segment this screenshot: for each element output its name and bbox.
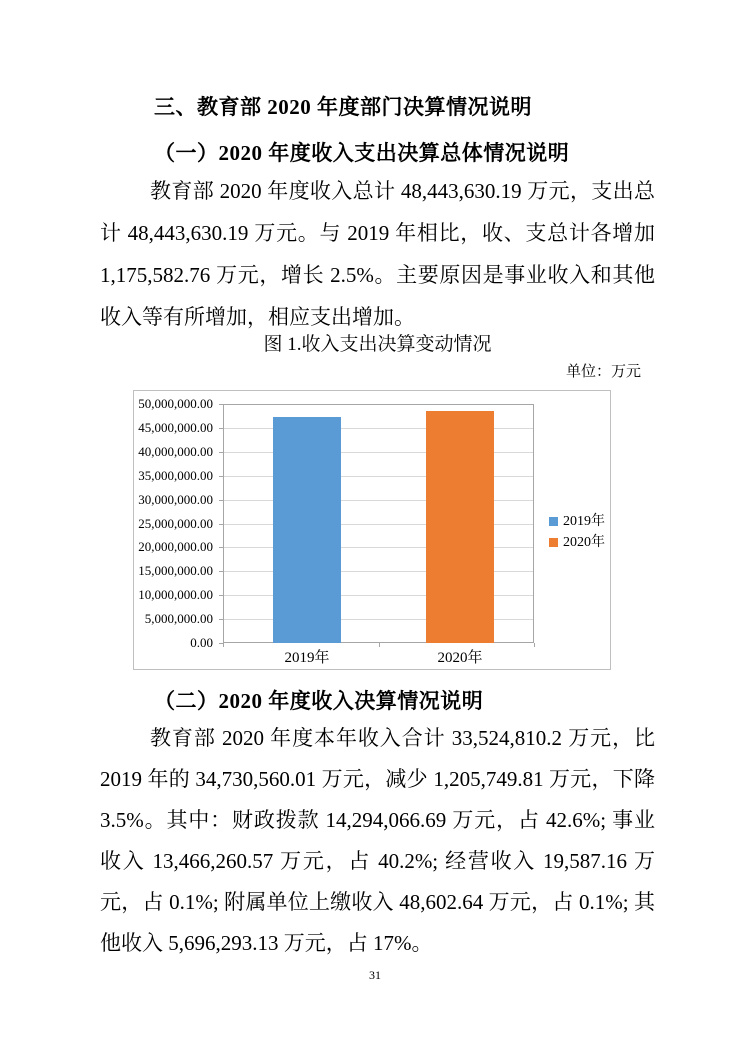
bar-2020年 [426, 411, 494, 643]
legend-label: 2019年 [563, 514, 605, 529]
y-axis-tick-label: 0.00 [190, 635, 213, 650]
legend-swatch [549, 517, 558, 526]
x-axis-label: 2019年 [284, 650, 330, 666]
section-1-paragraph: 教育部 2020 年度收入总计 48,443,630.19 万元，支出总计 48,443,630.19 万元。与 2019 年相比，收、支总计各增加 1,175,582.76 万元，增长 2.5%。主要原因是事业收入和其他收入等有所增加，相应支出增加。 [100, 179, 655, 329]
y-axis-tick-mark [219, 452, 223, 453]
y-axis-tick-label: 50,000,000.00 [138, 396, 213, 411]
y-axis-tick-mark [219, 500, 223, 501]
legend-item [549, 513, 605, 530]
y-axis-tick-mark [219, 571, 223, 572]
figure-caption: 图 1.收入支出决算变动情况 [263, 334, 492, 355]
legend-swatch [549, 538, 558, 547]
section-2-paragraph: 教育部 2020 年度本年收入合计 33,524,810.2 万元，比 2019 年的 34,730,560.01 万元，减少 1,205,749.81 万元，下降 3.5%。其中：财政拨款 14,294,066.69 万元，占 42.6%; 事业收入 13,466,260.57 万元，占 40.2%; 经营收入 19,587.16 万元，占 0.1%; 附属单位上缴收入 48,602.64 万元，占 0.1%; 其他收入 5,696,293.13 万元，占 17%。 [100, 726, 655, 955]
y-axis-tick-mark [219, 476, 223, 477]
y-axis-tick-label: 25,000,000.00 [138, 516, 213, 531]
y-axis-tick-label: 20,000,000.00 [138, 539, 213, 554]
page-title: 三、教育部 2020 年度部门决算情况说明 [154, 95, 532, 119]
y-axis-tick-label: 10,000,000.00 [138, 587, 213, 602]
figure-1-bar-chart [133, 390, 611, 670]
y-axis-tick-mark [219, 524, 223, 525]
section-2-heading: （二）2020 年度收入决算情况说明 [154, 689, 484, 713]
section-1-heading: （一）2020 年度收入支出决算总体情况说明 [154, 141, 570, 165]
y-axis-tick-mark [219, 595, 223, 596]
x-axis-tick-mark [223, 643, 224, 647]
x-axis-tick-mark [534, 643, 535, 647]
y-axis-tick-label: 15,000,000.00 [138, 563, 213, 578]
bar-2019年 [273, 417, 341, 643]
y-axis-tick-mark [219, 428, 223, 429]
page-number: 31 [369, 968, 381, 982]
y-axis-tick-mark [219, 547, 223, 548]
legend-item [549, 534, 605, 551]
x-axis-tick-mark [379, 643, 380, 647]
y-axis-tick-mark [219, 404, 223, 405]
x-axis-label: 2020年 [437, 650, 483, 666]
chart-unit-label: 单位：万元 [565, 364, 641, 380]
y-axis-tick-label: 35,000,000.00 [138, 468, 213, 483]
y-axis-tick-label: 45,000,000.00 [138, 420, 213, 435]
y-axis-tick-mark [219, 619, 223, 620]
y-axis-tick-label: 5,000,000.00 [144, 611, 213, 626]
y-axis-tick-label: 30,000,000.00 [138, 492, 213, 507]
legend-label: 2020年 [563, 535, 605, 550]
y-axis-tick-label: 40,000,000.00 [138, 444, 213, 459]
